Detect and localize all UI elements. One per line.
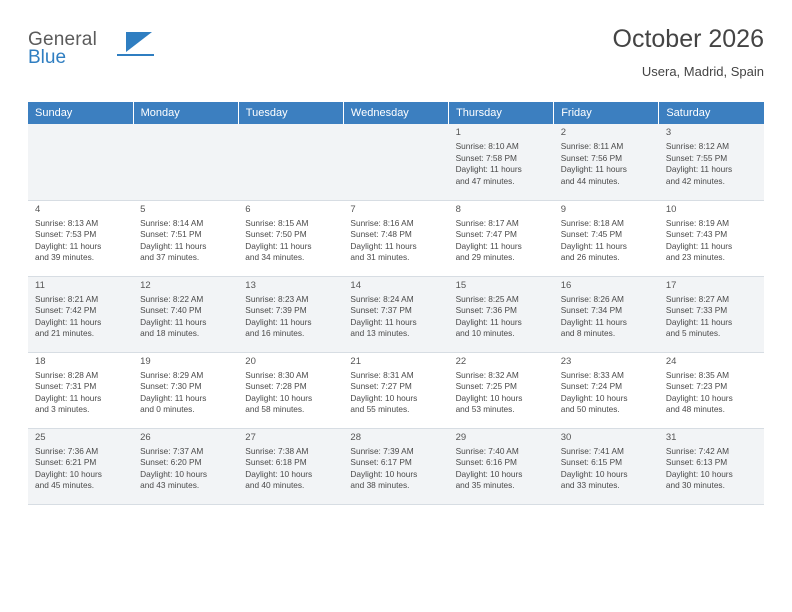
day-info-line: Sunrise: 8:15 AM [245,217,309,228]
day-info-line: Sunset: 7:31 PM [35,381,97,392]
calendar-cell-empty [238,124,343,200]
day-info-line: Sunset: 7:48 PM [350,229,412,240]
day-info-line: and 55 minutes. [350,404,410,415]
calendar-day-cell [449,124,554,200]
day-number: 16 [560,279,572,291]
calendar-day-cell [659,428,764,504]
calendar-day-cell [449,428,554,504]
day-info-line: Sunrise: 8:30 AM [245,369,309,380]
day-number: 24 [665,355,677,367]
day-info-line: Sunset: 7:47 PM [455,229,517,240]
day-number: 31 [665,431,677,443]
day-sun-info [245,370,337,416]
day-info-line: Sunrise: 8:24 AM [350,293,414,304]
weekday-header-wednesday: Wednesday [343,102,448,124]
day-sun-info [245,446,337,492]
calendar-day-cell [659,200,764,276]
day-info-line: Daylight: 11 hours [245,316,312,327]
day-info-line: Sunset: 7:39 PM [245,305,307,316]
day-info-line: and 50 minutes. [560,404,620,415]
day-number: 6 [245,203,251,215]
day-info-line: and 58 minutes. [245,404,305,415]
day-sun-info [561,446,653,492]
day-info-line: Sunset: 6:13 PM [665,457,728,468]
calendar-day-cell [343,428,448,504]
day-info-line: Sunrise: 8:14 AM [140,217,204,228]
day-info-line: Sunrise: 8:35 AM [665,369,730,380]
day-info-line: and 43 minutes. [140,480,200,491]
day-sun-info [456,218,548,264]
day-number: 21 [350,355,361,367]
day-info-line: and 35 minutes. [455,480,515,491]
day-number: 7 [350,203,356,215]
calendar-week-row [28,200,764,276]
day-sun-info [35,218,127,264]
day-info-line: Sunrise: 7:36 AM [35,445,99,456]
day-info-line: Sunset: 7:30 PM [140,381,202,392]
day-sun-info [35,446,127,492]
weekday-header-monday: Monday [133,102,238,124]
day-info-line: and 33 minutes. [560,480,620,491]
day-info-line: Sunrise: 8:23 AM [245,293,309,304]
calendar-day-cell [554,276,659,352]
generalblue-logo [28,22,168,68]
day-number: 25 [35,431,46,443]
day-info-line: Sunrise: 8:25 AM [455,293,519,304]
day-info-line: Sunrise: 8:19 AM [665,217,730,228]
calendar-day-cell [554,200,659,276]
day-info-line: Daylight: 11 hours [560,164,627,175]
day-info-line: Sunrise: 8:12 AM [665,141,730,151]
day-info-line: and 5 minutes. [665,328,721,339]
calendar-week-row [28,428,764,504]
day-info-line: Sunset: 7:34 PM [560,305,623,316]
day-info-line: Sunrise: 8:29 AM [140,369,204,380]
day-sun-info [140,446,232,492]
day-info-line: Daylight: 11 hours [350,240,417,251]
day-info-line: Sunset: 7:33 PM [665,305,728,316]
day-info-line: Daylight: 11 hours [350,316,417,327]
day-info-line: Sunrise: 7:41 AM [560,445,624,456]
day-info-line: and 16 minutes. [245,328,305,339]
day-info-line: Sunrise: 8:26 AM [560,293,624,304]
day-info-line: Sunrise: 8:10 AM [455,141,519,151]
day-info-line: Sunset: 7:50 PM [245,229,307,240]
day-sun-info [140,370,232,416]
calendar-day-cell [449,276,554,352]
calendar-day-cell [28,200,133,276]
calendar-day-cell [133,352,238,428]
day-info-line: and 30 minutes. [665,480,725,491]
calendar-day-cell [449,352,554,428]
day-info-line: Sunrise: 8:33 AM [560,369,624,380]
calendar-day-cell [238,276,343,352]
day-info-line: Daylight: 10 hours [455,468,523,479]
day-info-line: Sunrise: 7:40 AM [455,445,519,456]
day-number: 3 [665,127,672,138]
day-info-line: Sunset: 6:18 PM [245,457,307,468]
day-info-line: and 53 minutes. [455,404,515,415]
day-info-line: Daylight: 11 hours [245,240,312,251]
day-info-line: Sunset: 6:20 PM [140,457,202,468]
day-sun-info [350,294,442,340]
day-number: 5 [140,203,146,215]
day-info-line: Daylight: 11 hours [560,240,627,251]
day-number: 17 [665,279,677,291]
day-info-line: Sunset: 6:17 PM [350,457,412,468]
day-info-line: Daylight: 11 hours [35,392,102,403]
day-info-line: Sunrise: 7:38 AM [245,445,309,456]
day-info-line: and 0 minutes. [140,404,195,415]
day-number: 10 [665,203,677,215]
logo-text-blue: Blue [28,47,67,68]
calendar-day-cell [554,124,659,200]
day-sun-info [456,446,548,492]
day-number: 13 [245,279,256,291]
day-info-line: and 48 minutes. [665,404,725,415]
calendar-cell-empty [133,124,238,200]
day-info-line: Sunset: 7:24 PM [560,381,623,392]
title-block [613,22,765,80]
day-info-line: and 34 minutes. [245,252,305,263]
day-info-line: Daylight: 10 hours [140,468,208,479]
day-sun-info [350,218,442,264]
day-info-line: Sunrise: 8:17 AM [455,217,519,228]
day-info-line: and 45 minutes. [35,480,95,491]
day-info-line: Sunset: 7:25 PM [455,381,517,392]
day-info-line: Sunset: 7:45 PM [560,229,623,240]
day-number: 14 [350,279,361,291]
day-info-line: Daylight: 10 hours [350,392,418,403]
day-number: 30 [560,431,572,443]
weekday-header-tuesday: Tuesday [238,102,343,124]
day-sun-info [561,141,653,187]
day-number: 20 [245,355,256,367]
day-info-line: Sunset: 7:55 PM [665,152,728,163]
day-info-line: Daylight: 11 hours [35,316,102,327]
day-info-line: Sunrise: 8:18 AM [560,217,624,228]
day-info-line: Sunrise: 8:16 AM [350,217,414,228]
day-sun-info [561,370,653,416]
day-info-line: Sunrise: 8:21 AM [35,293,99,304]
day-info-line: Daylight: 10 hours [665,392,733,403]
day-info-line: Daylight: 11 hours [455,240,522,251]
weekday-header-saturday: Saturday [659,102,764,124]
day-number: 28 [350,431,361,443]
logo-flag-icon [126,32,152,52]
day-info-line: and 38 minutes. [350,480,410,491]
day-info-line: Daylight: 11 hours [665,164,733,175]
day-sun-info [561,218,653,264]
day-info-line: and 21 minutes. [35,328,95,339]
day-info-line: Daylight: 10 hours [245,392,313,403]
calendar-day-cell [659,124,764,200]
calendar-day-cell [554,428,659,504]
day-info-line: and 39 minutes. [35,252,95,263]
calendar-day-cell [343,276,448,352]
calendar-day-cell [133,276,238,352]
day-info-line: and 40 minutes. [245,480,305,491]
day-info-line: Daylight: 10 hours [245,468,313,479]
weekday-header-thursday: Thursday [449,102,554,124]
day-info-line: Daylight: 10 hours [350,468,418,479]
day-info-line: Daylight: 11 hours [455,316,522,327]
day-number: 1 [455,127,461,138]
day-sun-info [350,370,442,416]
day-info-line: Sunset: 7:27 PM [350,381,412,392]
calendar-week-row [28,124,764,200]
day-sun-info [561,294,653,340]
calendar-day-cell [133,428,238,504]
day-info-line: Daylight: 11 hours [35,240,102,251]
calendar-day-cell [133,200,238,276]
day-info-line: and 37 minutes. [140,252,200,263]
day-info-line: and 18 minutes. [140,328,200,339]
day-info-line: Sunset: 7:53 PM [35,229,97,240]
day-info-line: Sunrise: 7:42 AM [665,445,730,456]
day-number: 26 [140,431,151,443]
day-info-line: Sunset: 7:58 PM [455,152,517,163]
day-info-line: Sunset: 6:21 PM [35,457,97,468]
calendar-day-cell [659,352,764,428]
weekday-header-friday: Friday [554,102,659,124]
day-info-line: Sunset: 6:15 PM [560,457,623,468]
calendar-week-row [28,352,764,428]
day-sun-info [35,370,127,416]
day-info-line: and 8 minutes. [560,328,616,339]
day-info-line: Sunset: 7:56 PM [560,152,623,163]
day-number: 11 [35,279,45,291]
day-info-line: Sunrise: 8:27 AM [665,293,730,304]
day-info-line: and 3 minutes. [35,404,90,415]
day-sun-info [245,218,337,264]
day-number: 27 [245,431,256,443]
day-sun-info [140,218,232,264]
day-number: 9 [560,203,566,215]
day-info-line: and 23 minutes. [665,252,725,263]
day-info-line: Daylight: 10 hours [455,392,523,403]
day-sun-info [35,294,127,340]
calendar-day-cell [449,200,554,276]
calendar-week-row [28,276,764,352]
day-info-line: and 26 minutes. [560,252,620,263]
day-info-line: Daylight: 10 hours [560,468,628,479]
logo-underline [117,54,154,56]
day-number: 15 [455,279,467,291]
day-number: 19 [140,355,151,367]
weekday-header-sunday: Sunday [28,102,133,124]
day-sun-info [350,446,442,492]
page-subtitle: Usera, Madrid, Spain [641,64,764,79]
day-sun-info [666,446,758,492]
calendar-day-cell [238,200,343,276]
calendar-body [28,124,764,504]
day-info-line: and 44 minutes. [560,175,620,186]
day-number: 2 [560,127,566,138]
calendar-day-cell [238,352,343,428]
day-info-line: Daylight: 11 hours [665,240,733,251]
day-info-line: Sunrise: 7:37 AM [140,445,204,456]
calendar-day-cell [343,352,448,428]
calendar-cell-empty [343,124,448,200]
day-info-line: Sunset: 7:40 PM [140,305,202,316]
day-number: 23 [560,355,572,367]
day-number: 12 [140,279,151,291]
calendar-table [28,102,764,505]
day-info-line: Sunrise: 8:32 AM [455,369,519,380]
day-info-line: Sunrise: 8:22 AM [140,293,204,304]
day-sun-info [666,218,758,264]
day-info-line: Daylight: 11 hours [140,392,207,403]
day-info-line: and 42 minutes. [665,175,725,186]
day-sun-info [456,294,548,340]
day-info-line: Sunrise: 8:31 AM [350,369,414,380]
day-number: 4 [35,203,41,215]
day-info-line: and 13 minutes. [350,328,410,339]
day-info-line: Daylight: 11 hours [140,240,207,251]
day-sun-info [666,294,758,340]
day-sun-info [140,294,232,340]
day-info-line: Sunset: 7:23 PM [665,381,728,392]
day-sun-info [456,141,548,187]
day-number: 29 [455,431,467,443]
day-info-line: Daylight: 10 hours [560,392,628,403]
day-number: 22 [455,355,467,367]
day-sun-info [245,294,337,340]
day-info-line: Daylight: 10 hours [665,468,733,479]
day-info-line: and 47 minutes. [455,175,515,186]
day-info-line: Daylight: 11 hours [665,316,733,327]
day-sun-info [666,141,758,187]
day-info-line: Sunset: 7:37 PM [350,305,412,316]
day-info-line: Daylight: 11 hours [140,316,207,327]
day-info-line: Sunset: 7:43 PM [665,229,728,240]
day-info-line: Sunset: 7:36 PM [455,305,517,316]
page-title: October 2026 [612,25,764,53]
logo-text-general: General [28,29,97,50]
calendar-day-cell [28,352,133,428]
day-info-line: and 10 minutes. [455,328,515,339]
day-info-line: Daylight: 11 hours [455,164,522,175]
calendar-day-cell [238,428,343,504]
day-info-line: Sunrise: 8:13 AM [35,217,99,228]
day-sun-info [666,370,758,416]
calendar-day-cell [554,352,659,428]
day-info-line: Daylight: 10 hours [35,468,102,479]
weekday-header-row [28,102,764,124]
calendar-cell-empty [28,124,133,200]
calendar-day-cell [659,276,764,352]
day-info-line: and 29 minutes. [455,252,515,263]
day-number: 8 [455,203,461,215]
day-info-line: Sunset: 7:51 PM [140,229,202,240]
page-header [28,22,764,94]
calendar-day-cell [28,428,133,504]
calendar-day-cell [28,276,133,352]
day-info-line: Sunset: 6:16 PM [455,457,517,468]
day-info-line: Daylight: 11 hours [560,316,627,327]
day-info-line: Sunrise: 8:11 AM [560,141,624,151]
day-sun-info [456,370,548,416]
day-info-line: Sunrise: 7:39 AM [350,445,414,456]
calendar-day-cell [343,200,448,276]
day-info-line: Sunrise: 8:28 AM [35,369,99,380]
day-info-line: Sunset: 7:42 PM [35,305,97,316]
day-info-line: and 31 minutes. [350,252,410,263]
day-info-line: Sunset: 7:28 PM [245,381,307,392]
day-number: 18 [35,355,46,367]
